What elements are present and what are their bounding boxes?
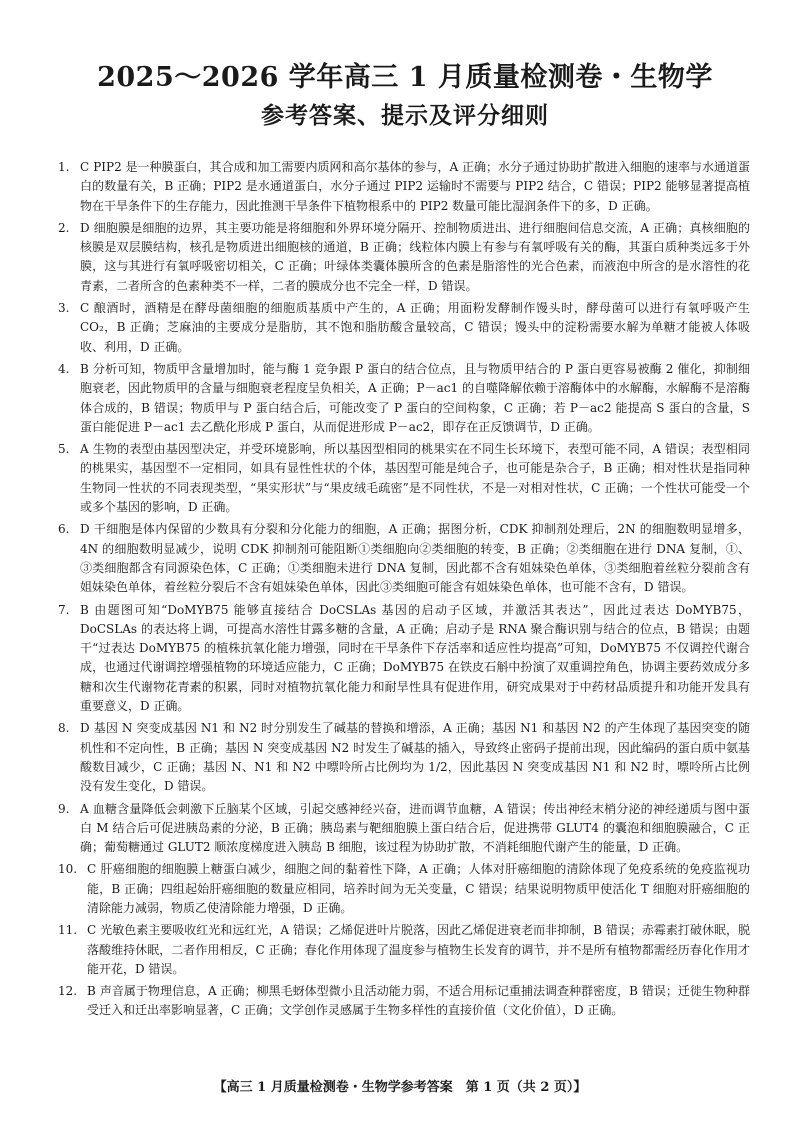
answer-letter: C bbox=[80, 301, 90, 316]
explanation-text: 细胞膜是细胞的边界，其主要功能是将细胞和外界环境分隔开、控制物质进出、进行细胞间信息交流，A 正确；真核细胞的核膜是双层膜结构，核孔是物质进出细胞核的通道，B 正确；线粒体内膜上有参与有氧呼吸有关的酶，其蛋白质种类远多于外膜，这与其进行有氧呼吸密切相关，C 正确；叶绿体类囊体膜所含的色素是脂溶性的光合色素，而液泡中所含的是水溶性的花青素，二者所含的色素种类不一样，二者的膜成分也不完全一样，D 错误。 bbox=[80, 220, 750, 293]
question-number: 7. bbox=[58, 602, 70, 617]
explanation-text: 声音属于物理信息，A 正确；柳黑毛蚜体型微小且活动能力弱，不适合用标记重捕法调查种群密度，B 错误；迁徙生物种群受迁入和迁出率影响显著，C 正确；文学创作灵感属于生物多样性的直接价值（文化价值），D 正确。 bbox=[87, 984, 750, 1018]
answer-item bbox=[60, 719, 750, 796]
answer-letter: D bbox=[80, 220, 90, 235]
question-number: 4. bbox=[58, 361, 70, 376]
answer-item bbox=[60, 158, 750, 216]
explanation-text: 基因 N 突变成基因 N1 和 N2 时分别发生了碱基的替换和增添，A 正确；基因 N1 和基因 N2 的产生体现了基因突变的随机性和不定向性，B 正确；基因 N 突变成基因 N2 时发生了碱基的插入，导致终止密码子提前出现，因此编码的蛋白质中氨基酸数目减少，C 正确；基因 N、N1 和 N2 中嘌呤所占比例均为 1/2，因此基因 N 突变成基因 N1 和 N2 时，嘌呤所占比例没有发生变化，D 错误。 bbox=[80, 721, 750, 794]
answer-letter: C bbox=[87, 923, 97, 938]
answer-letter: C bbox=[80, 160, 90, 174]
answer-item bbox=[60, 921, 750, 979]
explanation-text: 干细胞是体内保留的少数具有分裂和分化能力的细胞，A 正确；据图分析，CDK 抑制剂处理后，2N 的细胞数明显增多，4N 的细胞数明显减少，说明 CDK 抑制剂可能阻断①类细胞向②类细胞的转变，B 正确；②类细胞在进行 DNA 复制，①、③类细胞都含有同源染色体，C 正确；①类细胞未进行 DNA 复制，因此都不含有姐妹染色单体，③类细胞着丝粒分裂前含有姐妹染色单体，着丝粒分裂后不含有姐妹染色单体，因此③类细胞可能含有姐妹染色单体，也可能不含有，D 错误。 bbox=[80, 522, 750, 595]
question-number: 12. bbox=[58, 984, 78, 999]
explanation-text: 肝癌细胞的细胞膜上糖蛋白减少，细胞之间的黏着性下降，A 正确；人体对肝癌细胞的清除体现了免疫系统的免疫监视功能，B 正确；四组起始肝癌细胞的数量应相同，培养时间为无关变量，C 错误；结果说明物质甲使活化 T 细胞对肝癌细胞的清除能力减弱，物质乙使清除能力增强，D 正确。 bbox=[87, 862, 750, 915]
question-number: 6. bbox=[58, 522, 70, 537]
question-number: 10. bbox=[58, 862, 78, 877]
answer-item bbox=[60, 360, 750, 437]
question-number: 3. bbox=[58, 301, 70, 316]
answer-letter: C bbox=[87, 862, 97, 877]
explanation-text: 生物的表型由基因型决定，并受环境影响，所以基因型相同的桃果实在不同生长环境下，表型可能不同，A 错误；表型相同的桃果实，基因型不一定相同，如具有显性性状的个体，基因型可能是纯合子，也可能是杂合子，B 正确；相对性状是指同种生物同一性状的不同表现类型，“果实形状”与“果皮绒毛疏密”是不同性状，不是一对相对性状，C 正确；一个性状可能受一个或多个基因的影响，D 正确。 bbox=[80, 442, 750, 515]
answer-item bbox=[60, 982, 750, 1021]
question-number: 5. bbox=[58, 442, 70, 457]
page-title: 2025～2026 学年高三 1 月质量检测卷・生物学 bbox=[97, 62, 713, 93]
explanation-text: 分析可知，物质甲含量增加时，能与酶 1 竞争跟 P 蛋白的结合位点，且与物质甲结合的 P 蛋白更容易被酶 2 催化，抑制细胞衰老，因此物质甲的含量与细胞衰老程度呈负相关，A 正确；P－ac1 的自噬降解依赖于溶酶体中的水解酶，水解酶不是溶酶体合成的，B 错误；物质甲与 P 蛋白结合后，可能改变了 P 蛋白的空间构象，C 正确；若 P－ac2 能提高 S 蛋白的含量，S 蛋白能促进 P－ac1 去乙酰化形成 P 蛋白，从而促进形成 P－ac2，即存在正反馈调节，D 正确。 bbox=[80, 361, 750, 434]
explanation-text: 由题图可知“DoMYB75 能够直接结合 DoCSLAs 基因的启动子区域，并激活其表达”，因此过表达 DoMYB75，DoCSLAs 的表达将上调，可提高水溶性甘露多糖的含量，A 正确；启动子是 RNA 聚合酶识别与结合的位点，B 错误；由题干“过表达 DoMYB75 的植株抗氧化能力增强，同时在干旱条件下存活率和适应性均提高”可知，DoMYB75 不仅调控代谢合成，也通过代谢调控增强植物的环境适应能力，C 正确；DoMYB75 在铁皮石斛中扮演了双重调控角色，协调主要药效成分多糖和次生代谢物花青素的积累，同时对植物抗氧化能力和耐旱性具有促进作用，研究成果对于中药材品质提升和功能开发具有重要意义，D 正确。 bbox=[80, 602, 750, 714]
answer-item bbox=[60, 440, 750, 517]
answer-item bbox=[60, 800, 750, 858]
answer-item bbox=[60, 601, 750, 717]
page-subtitle: 参考答案、提示及评分细则 bbox=[261, 102, 549, 129]
answer-item bbox=[60, 299, 750, 357]
answer-list bbox=[60, 158, 750, 1021]
question-number: 9. bbox=[58, 801, 70, 816]
question-number: 1. bbox=[58, 160, 70, 174]
answer-item bbox=[60, 860, 750, 918]
answer-item bbox=[60, 219, 750, 296]
explanation-text: 光敏色素主要吸收红光和远红光，A 错误；乙烯促进叶片脱落，因此乙烯促进衰老而非抑制，B 错误；赤霉素打破休眠，脱落酸维持休眠，二者作用相反，C 正确；春化作用体现了温度参与植物生长发育的调节，并不是所有植物都需经历春化作用才能开花，D 错误。 bbox=[87, 923, 750, 976]
answer-item bbox=[60, 520, 750, 597]
question-number: 8. bbox=[58, 721, 70, 736]
answer-letter: B bbox=[80, 602, 89, 617]
page-footer: 【高三 1 月质量检测卷・生物学参考答案 第 1 页（共 2 页）】 bbox=[213, 1080, 587, 1095]
explanation-text: 酿酒时，酒精是在酵母菌细胞的细胞质基质中产生的，A 正确；用面粉发酵制作馒头时，酵母菌可以进行有氧呼吸产生 CO₂，B 正确；芝麻油的主要成分是脂肪，其不饱和脂肪酸含量较高，C 错误；馒头中的淀粉需要水解为单糖才能被人体吸收、利用，D 正确。 bbox=[80, 301, 750, 354]
answer-letter: B bbox=[80, 361, 89, 376]
answer-letter: A bbox=[80, 801, 89, 816]
answer-letter: D bbox=[80, 721, 90, 736]
answer-letter: D bbox=[80, 522, 90, 537]
question-number: 2. bbox=[58, 220, 70, 235]
answer-letter: B bbox=[87, 984, 96, 999]
explanation-text: 血糖含量降低会刺激下丘脑某个区域，引起交感神经兴奋，进而调节血糖，A 错误；传出神经末梢分泌的神经递质与图中蛋白 M 结合后可促进胰岛素的分泌，B 正确；胰岛素与靶细胞膜上蛋白结合后，促进携带 GLUT4 的囊泡和细胞膜融合，C 正确；葡萄糖通过 GLUT2 顺浓度梯度进入胰岛 B 细胞，该过程为协助扩散，不消耗细胞代谢产生的能量，D 正确。 bbox=[80, 801, 750, 855]
answer-letter: A bbox=[80, 442, 89, 457]
explanation-text: PIP2 是一种膜蛋白，其合成和加工需要内质网和高尔基体的参与，A 正确；水分子通过协助扩散进入细胞的速率与水通道蛋白的数量有关，B 正确；PIP2 是水通道蛋白，水分子通过 PIP2 运输时不需要与 PIP2 结合，C 错误；PIP2 能够显著提高植物在干旱条件下的生存能力，因此推测干旱条件下植物根系中的 PIP2 数量可能比湿润条件下的多，D 正确。 bbox=[80, 160, 751, 213]
question-number: 11. bbox=[58, 923, 78, 938]
